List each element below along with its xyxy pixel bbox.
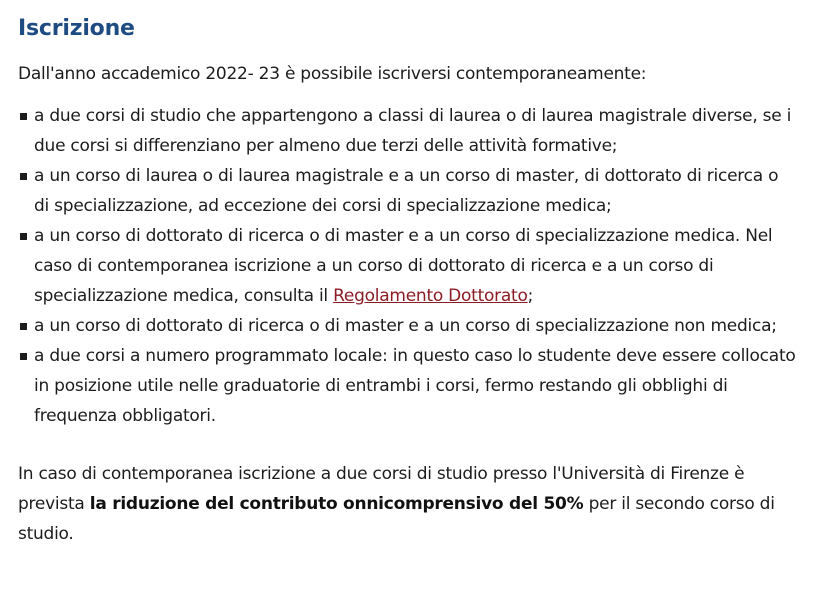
list-item — [18, 311, 797, 341]
list-item — [18, 161, 797, 221]
list-item-text: a un corso di laurea o di laurea magistrale e a un corso di master, di dottorato di ricerca o di specializzazione, ad eccezione dei corsi di specializzazione medica; — [34, 166, 779, 216]
list-item-text: a un corso di dottorato di ricerca o di master e a un corso di specializzazione medica. Nel caso di contemporanea iscrizione a un corso di dottorato di ricerca e a un corso di specializzazione medica, consulta il — [34, 226, 773, 306]
list-item-text: a due corsi a numero programmato locale: in questo caso lo studente deve essere collocato in posizione utile nelle graduatorie di entrambi i corsi, fermo restando gli obblighi di frequenza obbligatori. — [34, 346, 796, 426]
section-title: Iscrizione — [18, 16, 135, 41]
bullet-square-icon — [20, 233, 27, 240]
bullet-square-icon — [20, 323, 27, 330]
list-item — [18, 341, 797, 431]
fee-reduction-highlight: la riduzione del contributo onnicomprensivo del 50% — [89, 494, 584, 514]
bullet-square-icon — [20, 353, 27, 360]
enrollment-options-list — [18, 101, 797, 431]
regolamento-dottorato-link[interactable]: Regolamento Dottorato — [333, 286, 528, 306]
list-item-text: a un corso di dottorato di ricerca o di master e a un corso di specializzazione non medica; — [34, 316, 777, 336]
list-item — [18, 221, 797, 311]
list-item-text-end: ; — [527, 286, 534, 306]
outro-text-end: per il secondo corso di studio. — [18, 494, 775, 544]
list-item — [18, 101, 797, 161]
bullet-square-icon — [20, 113, 27, 120]
fee-reduction-paragraph — [18, 459, 788, 549]
intro-paragraph: Dall'anno accademico 2022- 23 è possibile iscriversi contemporaneamente: — [18, 64, 647, 84]
bullet-square-icon — [20, 173, 27, 180]
list-item-text: a due corsi di studio che appartengono a classi di laurea o di laurea magistrale diverse, se i due corsi si differenziano per almeno due terzi delle attività formative; — [34, 106, 792, 156]
outro-text: In caso di contemporanea iscrizione a due corsi di studio presso l'Università di Firenze è prevista — [18, 464, 745, 514]
